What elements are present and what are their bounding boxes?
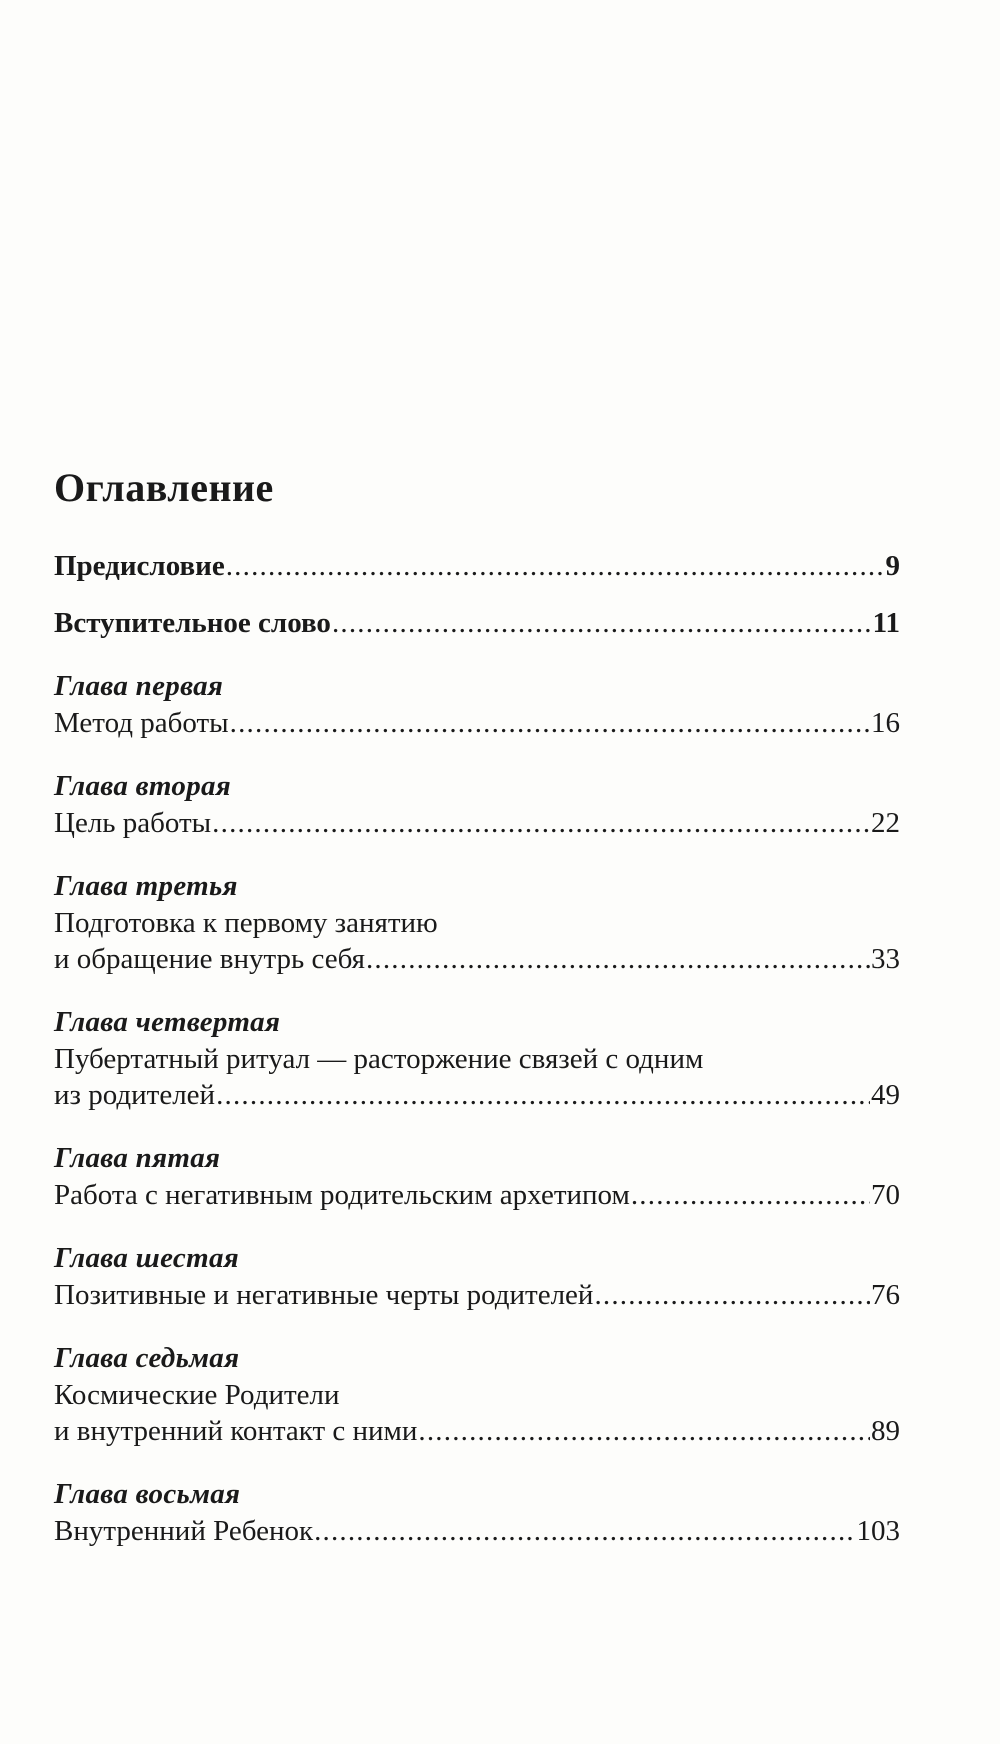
page-number: 33: [871, 943, 900, 975]
page-number: 16: [871, 707, 900, 739]
toc-line: [54, 1041, 900, 1077]
toc-entry-chapter-4: [54, 1003, 900, 1113]
toc-list: [54, 548, 900, 1549]
entry-title: Работа с негативным родительским архетипом: [54, 1179, 630, 1211]
chapter-label: Глава пятая: [54, 1142, 221, 1174]
dot-leader: [314, 1513, 855, 1549]
toc-line: [54, 548, 900, 584]
entry-title: Вступительное слово: [54, 607, 331, 639]
entry-title: Цель работы: [54, 807, 212, 839]
toc-line: [54, 805, 900, 841]
toc-line: [54, 905, 900, 941]
dot-leader: [226, 548, 885, 584]
toc-line: [54, 1277, 900, 1313]
entry-title: Метод работы: [54, 707, 229, 739]
toc-line: [54, 1077, 900, 1113]
dot-leader: [230, 705, 870, 741]
dot-leader: [366, 941, 870, 977]
entry-title-line-2: из родителей: [54, 1079, 216, 1111]
toc-line: [54, 705, 900, 741]
toc-line: [54, 605, 900, 641]
toc-entry-preface: [54, 548, 900, 584]
page-number: 70: [871, 1179, 900, 1211]
entry-title-line-1: Пубертатный ритуал — расторжение связей с одним: [54, 1043, 704, 1075]
page-number: 49: [871, 1079, 900, 1111]
entry-title-line-1: Подготовка к первому занятию: [54, 907, 438, 939]
entry-title: Позитивные и негативные черты родителей: [54, 1279, 594, 1311]
dot-leader: [418, 1413, 870, 1449]
page-number: 22: [871, 807, 900, 839]
chapter-label: Глава первая: [54, 670, 224, 702]
dot-leader: [212, 805, 870, 841]
book-page: [54, 0, 900, 1744]
toc-entry-chapter-5: [54, 1139, 900, 1213]
toc-line: [54, 941, 900, 977]
entry-title-line-2: и обращение внутрь себя: [54, 943, 365, 975]
toc-title: Оглавление: [54, 465, 274, 510]
toc-entry-introduction: [54, 605, 900, 641]
chapter-label: Глава третья: [54, 870, 238, 902]
entry-title-line-1: Космические Родители: [54, 1379, 340, 1411]
chapter-label: Глава шестая: [54, 1242, 239, 1274]
toc-entry-chapter-7: [54, 1339, 900, 1449]
dot-leader: [631, 1177, 870, 1213]
chapter-label: Глава вторая: [54, 770, 232, 802]
page-number: 9: [885, 550, 900, 582]
toc-entry-chapter-8: [54, 1475, 900, 1549]
toc-line: [54, 1413, 900, 1449]
chapter-label: Глава четвертая: [54, 1006, 281, 1038]
toc-line: [54, 1377, 900, 1413]
page-number: 76: [871, 1279, 900, 1311]
entry-title: Внутренний Ребенок: [54, 1515, 314, 1547]
page-number: 11: [872, 607, 900, 639]
toc-entry-chapter-6: [54, 1239, 900, 1313]
page-number: 103: [856, 1515, 900, 1547]
entry-title: Предисловие: [54, 550, 225, 582]
toc-entry-chapter-3: [54, 867, 900, 977]
dot-leader: [332, 605, 872, 641]
chapter-label: Глава восьмая: [54, 1478, 241, 1510]
page-number: 89: [871, 1415, 900, 1447]
toc-line: [54, 1513, 900, 1549]
dot-leader: [594, 1277, 870, 1313]
toc-entry-chapter-2: [54, 767, 900, 841]
entry-title-line-2: и внутренний контакт с ними: [54, 1415, 418, 1447]
chapter-label: Глава седьмая: [54, 1342, 240, 1374]
toc-entry-chapter-1: [54, 667, 900, 741]
toc-line: [54, 1177, 900, 1213]
dot-leader: [216, 1077, 870, 1113]
